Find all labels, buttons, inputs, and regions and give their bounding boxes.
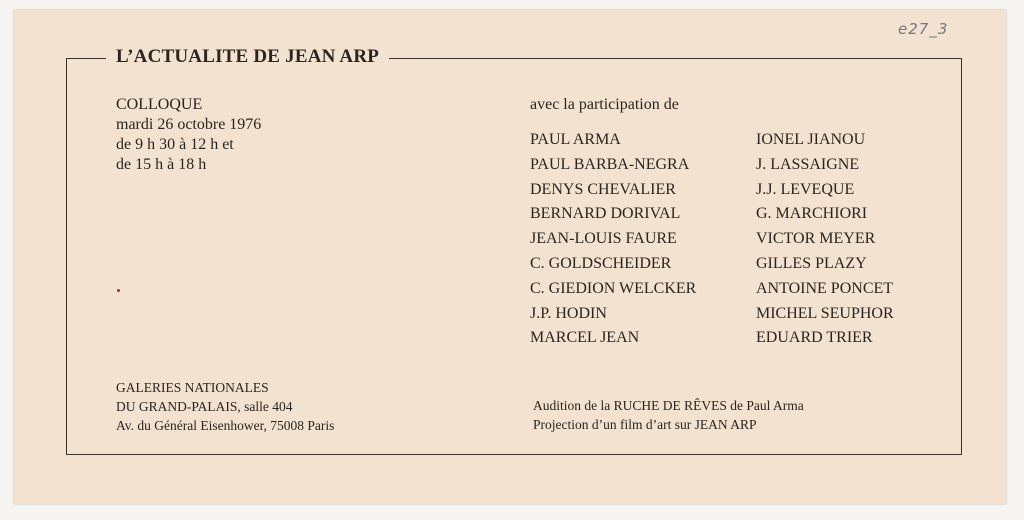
event-audition: Audition de la RUCHE DE RÊVES de Paul Arma xyxy=(533,398,804,413)
participants-column-2 xyxy=(756,128,894,351)
event-projection: Projection d’un film d’art sur JEAN ARP xyxy=(533,417,757,432)
card-title: L’ACTUALITE DE JEAN ARP xyxy=(106,46,389,68)
participant-name: J.P. HODIN xyxy=(530,304,607,322)
venue-address: Av. du Général Eisenhower, 75008 Paris xyxy=(116,418,335,433)
colloque-time-morning: de 9 h 30 à 12 h et xyxy=(116,136,234,153)
ink-speck xyxy=(117,289,120,292)
colloque-time-afternoon: de 15 h à 18 h xyxy=(116,156,207,173)
venue-line: DU GRAND-PALAIS, salle 404 xyxy=(116,399,293,414)
participant-name: JEAN-LOUIS FAURE xyxy=(530,230,677,248)
handwritten-reference: e27_3 xyxy=(898,20,949,38)
participant-name: J. LASSAIGNE xyxy=(756,155,860,173)
participant-name: GILLES PLAZY xyxy=(756,254,867,272)
participant-name: PAUL BARBA-NEGRA xyxy=(530,155,690,173)
participant-name: PAUL ARMA xyxy=(530,131,621,148)
participant-name: MICHEL SEUPHOR xyxy=(756,304,894,322)
colloque-block xyxy=(116,95,261,175)
participant-name: C. GIEDION WELCKER xyxy=(530,279,697,297)
participant-name: IONEL JIANOU xyxy=(756,131,866,148)
participant-name: G. MARCHIORI xyxy=(756,205,868,223)
participants-column-1 xyxy=(530,128,696,351)
participant-name: C. GOLDSCHEIDER xyxy=(530,254,672,272)
participant-name: EDUARD TRIER xyxy=(756,329,873,347)
venue-line: GALERIES NATIONALES xyxy=(116,380,269,395)
participant-name: BERNARD DORIVAL xyxy=(530,205,681,223)
participant-name: DENYS CHEVALIER xyxy=(530,180,676,198)
participant-name: J.J. LEVEQUE xyxy=(756,180,855,198)
participation-label: avec la participation de xyxy=(530,96,679,113)
events-block xyxy=(533,396,804,434)
participant-name: MARCEL JEAN xyxy=(530,329,640,347)
participant-name: VICTOR MEYER xyxy=(756,230,876,248)
participant-name: ANTOINE PONCET xyxy=(756,279,894,297)
colloque-date: mardi 26 octobre 1976 xyxy=(116,116,262,133)
venue-block xyxy=(116,378,334,435)
colloque-heading: COLLOQUE xyxy=(116,96,203,113)
